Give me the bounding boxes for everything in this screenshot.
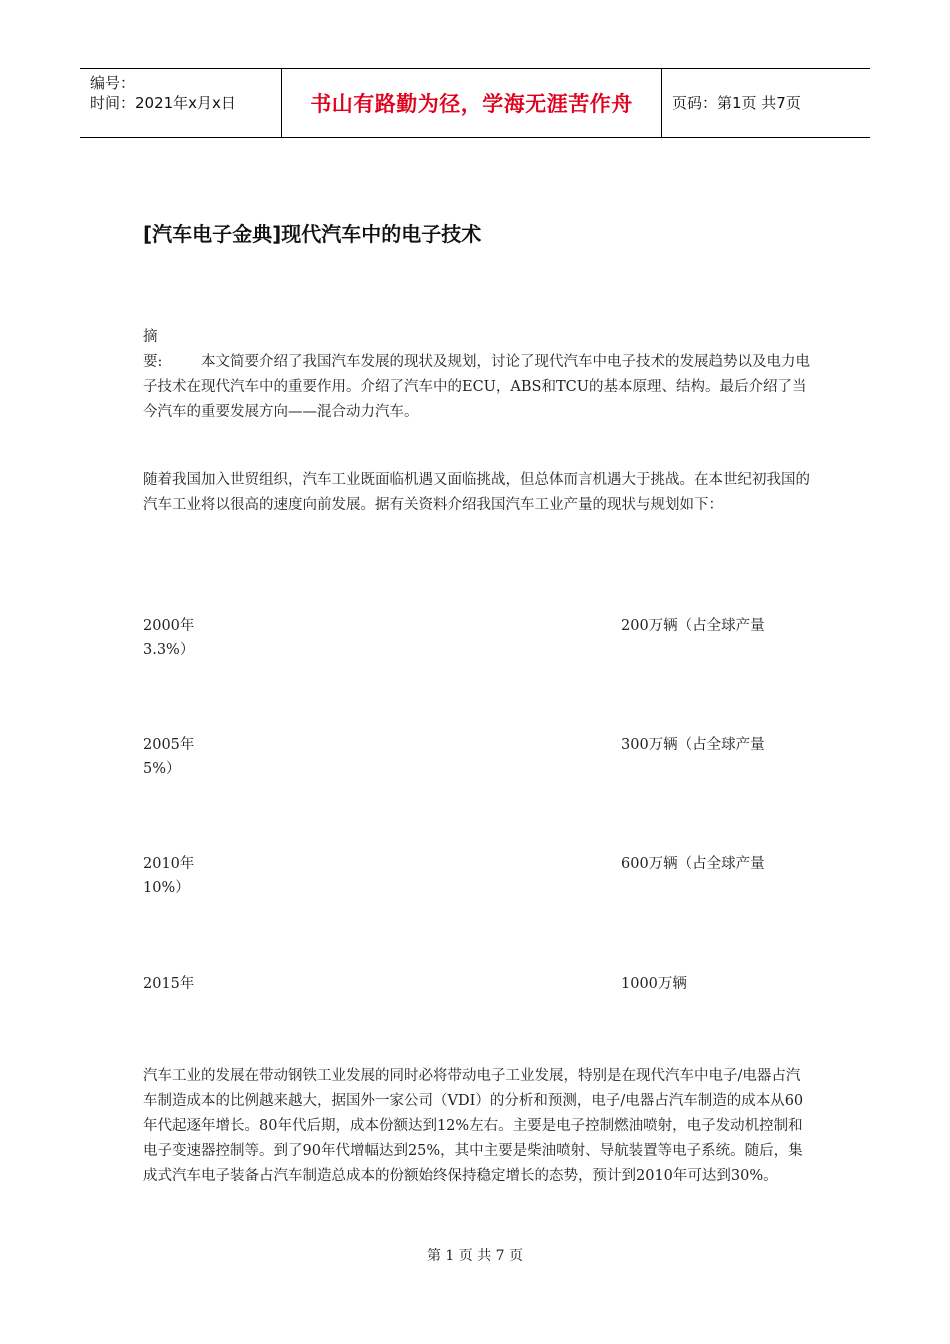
production-share: 3.3%） bbox=[143, 642, 195, 658]
header-meta-cell bbox=[80, 69, 281, 137]
production-year: 2005年 bbox=[143, 737, 195, 753]
production-value: 600万辆（占全球产量 bbox=[621, 856, 765, 872]
production-value: 200万辆（占全球产量 bbox=[621, 618, 765, 634]
production-share: 5%） bbox=[143, 761, 181, 777]
body-paragraph: 汽车工业的发展在带动钢铁工业发展的同时必将带动电子工业发展，特别是在现代汽车中电子/电器占汽车制造成本的比例越来越大，据国外一家公司（VDI）的分析和预测，电子/电器占汽车制造的成本从60年代起逐年增长。80年代后期，成本份额达到12%左右。主要是电子控制燃油喷射，电子发动机控制和电子变速器控制等。到了90年代增幅达到25%，其中主要是柴油喷射、导航装置等电子系统。随后，集成式汽车电子装备占汽车制造总成本的份额始终保持稳定增长的态势，预计到2010年可达到30%。 bbox=[143, 1068, 804, 1184]
document-header bbox=[80, 68, 870, 138]
production-year: 2000年 bbox=[143, 618, 195, 634]
production-year: 2015年 bbox=[143, 976, 195, 992]
header-page-cell bbox=[662, 69, 870, 137]
abstract-label: 摘 要: bbox=[143, 329, 187, 370]
number-label: 编号： bbox=[90, 74, 136, 92]
production-value: 1000万辆 bbox=[621, 976, 687, 992]
production-value: 300万辆（占全球产量 bbox=[621, 737, 765, 753]
page-footer: 第 1 页 共 7 页 bbox=[426, 1248, 524, 1264]
page-label: 页码：第1页 共7页 bbox=[672, 94, 801, 112]
header-motto-cell bbox=[281, 69, 662, 137]
date-label: 时间：2021年x月x日 bbox=[90, 94, 236, 112]
abstract-text: 本文简要介绍了我国汽车发展的现状及规划，讨论了现代汽车中电子技术的发展趋势以及电力电子技术在现代汽车中的重要作用。介绍了汽车中的ECU，ABS和TCU的基本原理、结构。最后介绍了当今汽车的重要发展方向——混合动力汽车。 bbox=[143, 354, 810, 420]
document-title: [汽车电子金典]现代汽车中的电子技术 bbox=[143, 222, 482, 246]
intro-paragraph: 随着我国加入世贸组织，汽车工业既面临机遇又面临挑战，但总体而言机遇大于挑战。在本世纪初我国的汽车工业将以很高的速度向前发展。据有关资料介绍我国汽车工业产量的现状与规划如下： bbox=[143, 472, 810, 513]
production-share: 10%） bbox=[143, 880, 190, 896]
abstract-paragraph bbox=[143, 325, 813, 425]
motto: 书山有路勤为径，学海无涯苦作舟 bbox=[310, 92, 633, 116]
production-year: 2010年 bbox=[143, 856, 195, 872]
